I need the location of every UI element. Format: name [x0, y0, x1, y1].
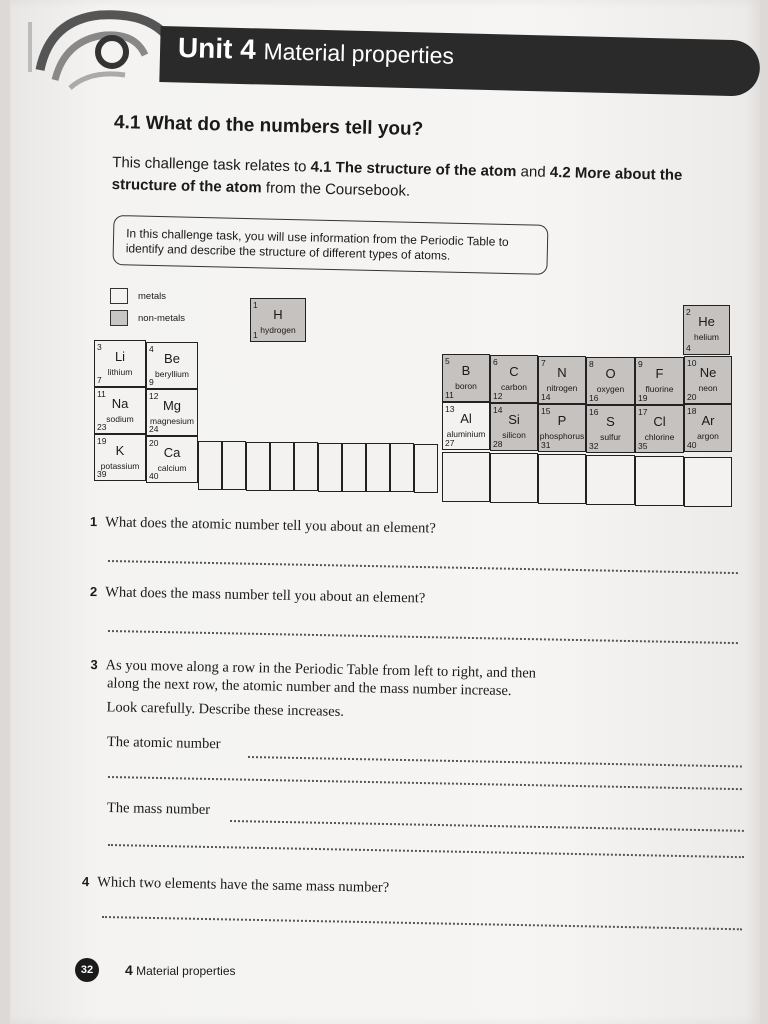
- footer-chapter-number: 4: [125, 962, 133, 978]
- question-3-line-2: along the next row, the atomic number and the mass number increase.: [106, 675, 512, 700]
- element-symbol: Ar: [701, 413, 715, 428]
- mass-number: 24: [149, 424, 159, 434]
- intro-text-c: from the Coursebook.: [261, 179, 411, 200]
- question-1-number: 1: [89, 514, 98, 530]
- legend-label-metals: metals: [138, 290, 166, 302]
- element-cell-phosphorus: [538, 404, 586, 452]
- element-symbol: Si: [508, 412, 520, 427]
- mass-number: 39: [97, 469, 107, 479]
- element-cell-aluminium: [442, 402, 490, 450]
- element-symbol: N: [557, 365, 567, 380]
- element-symbol: Mg: [162, 398, 182, 413]
- atomic-number: 19: [97, 436, 107, 446]
- element-name: argon: [697, 431, 719, 441]
- question-4: [82, 874, 389, 897]
- mass-number: 12: [493, 391, 503, 401]
- element-symbol: Cl: [653, 414, 666, 429]
- element-cell-hydrogen: [250, 298, 306, 342]
- atomic-number: 3: [97, 342, 102, 352]
- question-4-number: 4: [81, 874, 90, 890]
- answer-line-atomic-1[interactable]: [248, 756, 742, 767]
- element-symbol: P: [557, 413, 567, 428]
- empty-element-cell: [490, 453, 538, 503]
- atomic-number: 12: [149, 391, 159, 401]
- atomic-number: 2: [686, 307, 691, 317]
- unit-title: [178, 32, 455, 71]
- element-symbol: Al: [460, 411, 472, 426]
- element-name: helium: [693, 332, 720, 342]
- swirl-logo-icon: [30, 0, 180, 95]
- element-symbol: Ca: [163, 445, 181, 460]
- legend-label-non-metals: non-metals: [138, 312, 185, 324]
- legend-non-metals: [110, 310, 185, 326]
- element-name: chlorine: [644, 432, 675, 442]
- element-name: neon: [698, 383, 718, 393]
- answer-line-2[interactable]: [108, 630, 738, 644]
- empty-element-cell: [442, 452, 490, 502]
- element-name: boron: [455, 381, 477, 391]
- element-cell-beryllium: [146, 342, 198, 389]
- mass-number: 19: [638, 393, 648, 403]
- element-name: lithium: [107, 367, 133, 377]
- element-name: aluminium: [446, 429, 486, 439]
- answer-line-1[interactable]: [108, 560, 738, 574]
- footer-chapter-title: Material properties: [136, 964, 236, 978]
- element-symbol: B: [461, 363, 471, 378]
- element-cell-boron: [442, 354, 490, 402]
- intro-ref-b: 4.2 More about the structure of the atom: [111, 163, 683, 197]
- atomic-number: 17: [638, 407, 648, 417]
- atomic-number: 16: [589, 407, 599, 417]
- element-cell-magnesium: [146, 389, 198, 436]
- unit-subtitle: Material properties: [263, 38, 455, 69]
- empty-element-cell: [586, 455, 635, 505]
- empty-element-cell: [270, 442, 294, 491]
- atomic-number: 8: [589, 359, 594, 369]
- element-symbol: S: [606, 414, 615, 429]
- empty-element-cell: [390, 443, 414, 492]
- question-3-line-3: Look carefully. Describe these increases.: [106, 699, 345, 720]
- answer-line-mass-1[interactable]: [230, 820, 744, 832]
- atomic-number: 15: [541, 406, 551, 416]
- page-footer: [75, 958, 236, 982]
- mass-number: 9: [149, 377, 154, 387]
- atomic-number: 11: [97, 389, 106, 399]
- empty-element-cell: [246, 442, 270, 491]
- empty-element-cell: [414, 444, 438, 493]
- element-name: beryllium: [154, 369, 189, 379]
- mass-number: 35: [638, 441, 648, 451]
- atomic-number: 4: [149, 344, 154, 354]
- element-cell-silicon: [490, 403, 538, 451]
- element-name: oxygen: [596, 384, 625, 394]
- empty-element-cell: [635, 456, 684, 506]
- legend-metals: [110, 288, 185, 304]
- element-symbol: C: [509, 364, 519, 379]
- element-cell-helium: [683, 305, 730, 355]
- element-name: carbon: [501, 382, 527, 392]
- element-symbol: Be: [164, 351, 180, 366]
- element-symbol: K: [115, 443, 125, 458]
- element-cell-sulfur: [586, 405, 635, 453]
- element-name: potassium: [100, 461, 140, 471]
- question-1: [90, 514, 436, 538]
- question-3: [89, 656, 536, 725]
- element-cell-nitrogen: [538, 356, 586, 404]
- intro-text-a: This challenge task relates to: [112, 154, 311, 176]
- atomic-number: 18: [687, 406, 697, 416]
- element-symbol: O: [605, 366, 616, 381]
- question-1-text: What does the atomic number tell you about an element?: [105, 514, 436, 537]
- workbook-page: [10, 0, 760, 1024]
- answer-line-mass-2[interactable]: [108, 844, 744, 858]
- mass-number: 1: [253, 330, 258, 340]
- mass-number: 14: [541, 392, 551, 402]
- element-name: sodium: [106, 414, 134, 424]
- task-box: In this challenge task, you will use information from the Periodic Table to identify and describe the structure of different types of atoms.: [112, 215, 548, 275]
- empty-element-cell: [366, 443, 390, 492]
- question-2: [90, 584, 426, 607]
- empty-element-cell: [684, 457, 732, 507]
- empty-element-cell: [318, 443, 342, 492]
- mass-number: 40: [149, 471, 159, 481]
- intro-text-b: and: [516, 163, 551, 181]
- mass-number: 11: [445, 390, 454, 400]
- question-4-text: Which two elements have the same mass number?: [97, 874, 390, 896]
- mass-number: 32: [589, 441, 599, 451]
- element-cell-chlorine: [635, 405, 684, 453]
- question-3-line-1: As you move along a row in the Periodic Table from left to right, and then: [105, 657, 537, 682]
- mass-number: 7: [97, 375, 102, 385]
- element-name: calcium: [157, 463, 187, 473]
- empty-element-cell: [198, 441, 222, 490]
- element-cell-argon: [684, 404, 732, 452]
- atomic-number: 7: [541, 358, 546, 368]
- element-name: phosphorus: [539, 431, 585, 441]
- element-cell-sodium: [94, 387, 146, 434]
- answer-line-4[interactable]: [102, 916, 742, 930]
- mass-number: 28: [493, 439, 503, 449]
- element-symbol: F: [655, 366, 664, 381]
- atomic-number-label: The atomic number: [106, 734, 221, 753]
- mass-number: 27: [445, 438, 455, 448]
- legend-swatch-non-metals: [110, 310, 128, 326]
- mass-number: 16: [589, 393, 599, 403]
- element-name: silicon: [502, 430, 526, 440]
- intro-paragraph: [112, 152, 733, 210]
- mass-number-label: The mass number: [106, 800, 211, 818]
- unit-label: Unit 4: [177, 32, 257, 65]
- empty-element-cell: [222, 441, 246, 490]
- element-name: hydrogen: [260, 325, 296, 335]
- legend: [110, 288, 185, 332]
- mass-number: 40: [687, 440, 697, 450]
- element-cell-potassium: [94, 434, 146, 481]
- mass-number: 20: [687, 392, 697, 402]
- element-cell-neon: [684, 356, 732, 404]
- atomic-number: 6: [493, 357, 498, 367]
- empty-element-cell: [342, 443, 366, 492]
- mass-number: 23: [97, 422, 107, 432]
- element-symbol: Na: [111, 396, 129, 411]
- atomic-number: 9: [638, 359, 643, 369]
- element-name: magnesium: [150, 416, 194, 426]
- atomic-number: 10: [687, 358, 697, 368]
- atomic-number: 20: [149, 438, 159, 448]
- question-3-number: 3: [90, 657, 98, 673]
- answer-line-atomic-2[interactable]: [108, 776, 742, 790]
- element-cell-carbon: [490, 355, 538, 403]
- element-name: fluorine: [645, 384, 674, 394]
- intro-ref-a: 4.1 The structure of the atom: [310, 158, 517, 181]
- question-2-text: What does the mass number tell you about an element?: [105, 584, 426, 607]
- element-cell-fluorine: [635, 357, 684, 405]
- element-cell-lithium: [94, 340, 146, 387]
- atomic-number: 13: [445, 404, 455, 414]
- element-cell-oxygen: [586, 357, 635, 405]
- atomic-number: 5: [445, 356, 450, 366]
- empty-element-cell: [294, 442, 318, 491]
- atomic-number: 14: [493, 405, 503, 415]
- element-symbol: Li: [114, 349, 126, 364]
- element-symbol: He: [698, 314, 715, 329]
- footer-chapter: [125, 962, 236, 978]
- element-symbol: Ne: [699, 365, 717, 380]
- mass-number: 31: [541, 440, 551, 450]
- mass-number: 4: [686, 343, 691, 353]
- element-name: nitrogen: [546, 383, 578, 393]
- element-symbol: H: [273, 307, 283, 322]
- empty-element-cell: [538, 454, 586, 504]
- element-cell-calcium: [146, 436, 198, 483]
- page-number: 32: [75, 958, 99, 982]
- legend-swatch-metals: [110, 288, 128, 304]
- element-name: sulfur: [600, 432, 621, 442]
- question-2-number: 2: [89, 584, 98, 600]
- section-heading: 4.1 What do the numbers tell you?: [113, 112, 424, 141]
- atomic-number: 1: [253, 300, 258, 310]
